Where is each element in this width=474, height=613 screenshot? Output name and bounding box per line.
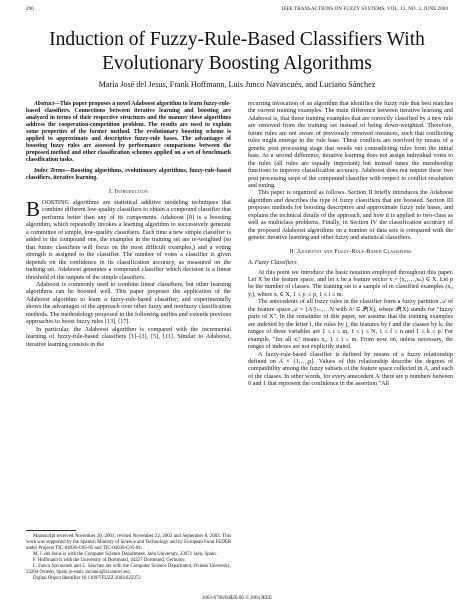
right-paragraph-4: The antecedents of all fuzzy rules in the classifier form a fuzzy partition 𝒜 of the feature space 𝒜 = {Aʲ}ⱼ₌₁…N with Aʲ ∈ 𝒫̃(X), where 𝒫̃(X) stands for "fuzzy parts of X". In the remainder of this paper, we assume that the training examples are indexed by the letter i, the rules by j, the features by f and the classes by k; the ranges of these variables are 1 ≤ i ≤ m, 1 ≤ j ≤ N, 1 ≤ f ≤ n and 1 ≤ k ≤ p. For example, "for all xᵢ" means xᵢ, 1 ≤ i ≤ m. From now on, unless necessary, the ranges of indexes are not explicitly stated.: [248, 299, 453, 351]
index-terms: [26, 168, 231, 182]
intro-text-1: algorithms are statistical additive modeling techniques that combine different low-quality classifiers to obtain a compound classifier that performs better than any of its components. Adaboost [8] is a boosting algorithm, which repeatedly invokes a learning algorithm to successively generate a committee of simple, low-quality classifiers. Each time a new simple classifier is added to the compound one, the examples in the training set are re-weighted (so that future classifiers will focus on the most difficult examples,) and a voting strength is assigned to the classifier. The number of votes a classifier is given depends on the confidence in its classification accuracy, as measured on the training set. Adaboost generates a compound classifier which decision is a linear threshold of the outputs of the simple classifiers.: [26, 199, 232, 281]
running-header: [26, 7, 448, 16]
intro-paragraph-1: [26, 196, 232, 282]
abstract-text: This paper proposes a novel Adaboost algorithm to learn fuzzy-rule-based classifiers. Connections between iterative learning and boosting are analyzed in terms of their respective structures and the manner these algorithms address the cooperation-competition problem. The results are used to explain some properties of the former method. The evolutionary boosting scheme is applied to approximate and descriptive fuzzy-rule bases. The advantages of boosting fuzzy rules are assessed by performance comparisons between the proposed method and other classification schemes applied on a set of benchmark classification tasks.: [26, 101, 231, 164]
index-terms-label: Index Terms—: [34, 168, 71, 175]
drop-cap: B: [26, 196, 41, 221]
title-line-1: Induction of Fuzzy-Rule-Based Classifiers With: [49, 29, 425, 50]
intro-lead-word: OOSTING: [42, 199, 69, 206]
left-column: [26, 101, 231, 349]
footnote-author-3: L. Junco Navascués and L. Sánchez are with the Computer Science Department, Oviedo University, 33204 Oviedo, Spain (e-mail: luciano@lsi.uniovi.es).: [26, 564, 231, 575]
intro-paragraph-2: Adaboost is commonly used to combine linear classifiers, but other learning algorithms can be boosted well. This paper proposes the application of the Adaboost algorithm to learn a fuzzy-rule-based classifier, and experimentally shows the advantages of the approach over other fuzzy and nonfuzzy classification methods. The methodology proposed in the following unifies and extends previous approaches to boost fuzzy rules [13], [17].: [26, 281, 231, 326]
author-list: María José del Jesus, Frank Hoffmann, Luis Junco Navascués, and Luciano Sánchez: [98, 80, 376, 89]
subsection-heading-fuzzy-classifiers: A. Fuzzy Classifiers: [248, 260, 297, 267]
right-paragraph-1: recurring invocation of an algorithm that identifies the fuzzy rule that best matches the current training examples. The main difference between iterative learning and Adaboost is, that those training examples that are correctly classified by a new rule are removed from the training set instead of being down-weighted. Therefore, future rules are not aware of previously removed instances, such that conflicting rules might emerge in the rule base. These conflicts are resolved by means of a genetic post processing stage that weeds out contradicting rules from the initial base. As a second difference, iterative learning does not assign individual votes to the rules (all rules are equally important) but instead tunes the membership functions to improve classification accuracy. Adaboost does not require these two post processing steps of the compound classifier with respect to conflict resolution and tuning.: [248, 101, 453, 189]
abstract-label: Abstract—: [34, 101, 60, 107]
intro-paragraph-3: In particular, the Adaboost algorithm is compared with the incremental learning of fuzzy-rule-based classifiers [1]–[3], [5], [11]. Similar to Adaboost, iterative learning consists in the: [26, 326, 231, 348]
paper-title: [20, 28, 454, 76]
footnote-author-2: F. Hoffmann is with the University of Dortmund, 44227 Dortmund, Germany.: [33, 558, 186, 563]
copyright-footer: 1063-6706/04$20.00 © 2004 IEEE: [201, 596, 273, 601]
journal-running-head: IEEE TRANSACTIONS ON FUZZY SYSTEMS, VOL. 12, NO. 3, JUNE 2004: [281, 7, 448, 12]
section-heading-introduction: I. Introduction: [109, 188, 148, 195]
index-terms-text: Boosting algorithms, evolutionary algorithms, fuzzy-rule-based classifiers, iterative learning.: [26, 168, 231, 182]
footnote-author-1: M. J. del Jesus is with the Computer Science Department, Jaén University, 23071 Jaén, Spain.: [33, 552, 217, 557]
footnote-manuscript: Manuscript received November 20, 2001; revised November 22, 2002 and September 8, 2003. This work was supported by the Spanish Ministry of Science and Technology and by European Fund FEDER under Projects TIC-04036-C05-05 and TIC-04036-C05-04.: [26, 534, 231, 551]
footnote-doi: Digital Object Identifier 10.1109/TFUZZ.2004.825972: [33, 576, 141, 581]
footnote-rule: [26, 530, 76, 531]
right-paragraph-2: This paper is organized as follows. Section II briefly introduces the Adaboost algorithm and describes the type of fuzzy classifiers that are boosted. Section III proposes methods for boosting descriptive and approximate fuzzy rule bases, and explains the technical details of the approach, and how it is applied to two-class as well as multiclass problems. Finally, in Section IV the classification accuracy of the proposed Adaboost algorithms on a number of data sets is compared with the genetic iterative learning and other fuzzy and statistical classifiers.: [248, 190, 453, 242]
right-paragraph-5: A fuzzy-rule-based classifier is defined by means of a fuzzy relationship defined on A × {1,…,p}. Values of this relationship describe the degrees of compatibility among the fuzzy subsets of the feature space collected in A, and each of the classes. In other words, for every antecedent Aʲ there are p numbers between 0 and 1 that represent the confidence in the assertion "All: [248, 351, 453, 388]
title-line-2: Evolutionary Boosting Algorithms: [102, 53, 372, 74]
page-number: 296: [26, 7, 34, 12]
abstract: [26, 101, 231, 164]
footnotes: [26, 530, 231, 582]
right-column: [248, 101, 453, 389]
section-heading-adaboost: II. Adaboost and Fuzzy-Rule-Based Classifiers: [289, 248, 412, 255]
right-paragraph-3: At this point we introduce the basic notation employed throughout this paper. Let X be the feature space, and let x be a feature vector x = (x₁,…,xₙ) ∈ X. Let p be the number of classes. The training set is a sample of m classified examples (xᵢ, yᵢ), where xᵢ ∈ X, 1 ≤ yᵢ ≤ p, 1 ≤ i ≤ m.: [248, 269, 453, 298]
